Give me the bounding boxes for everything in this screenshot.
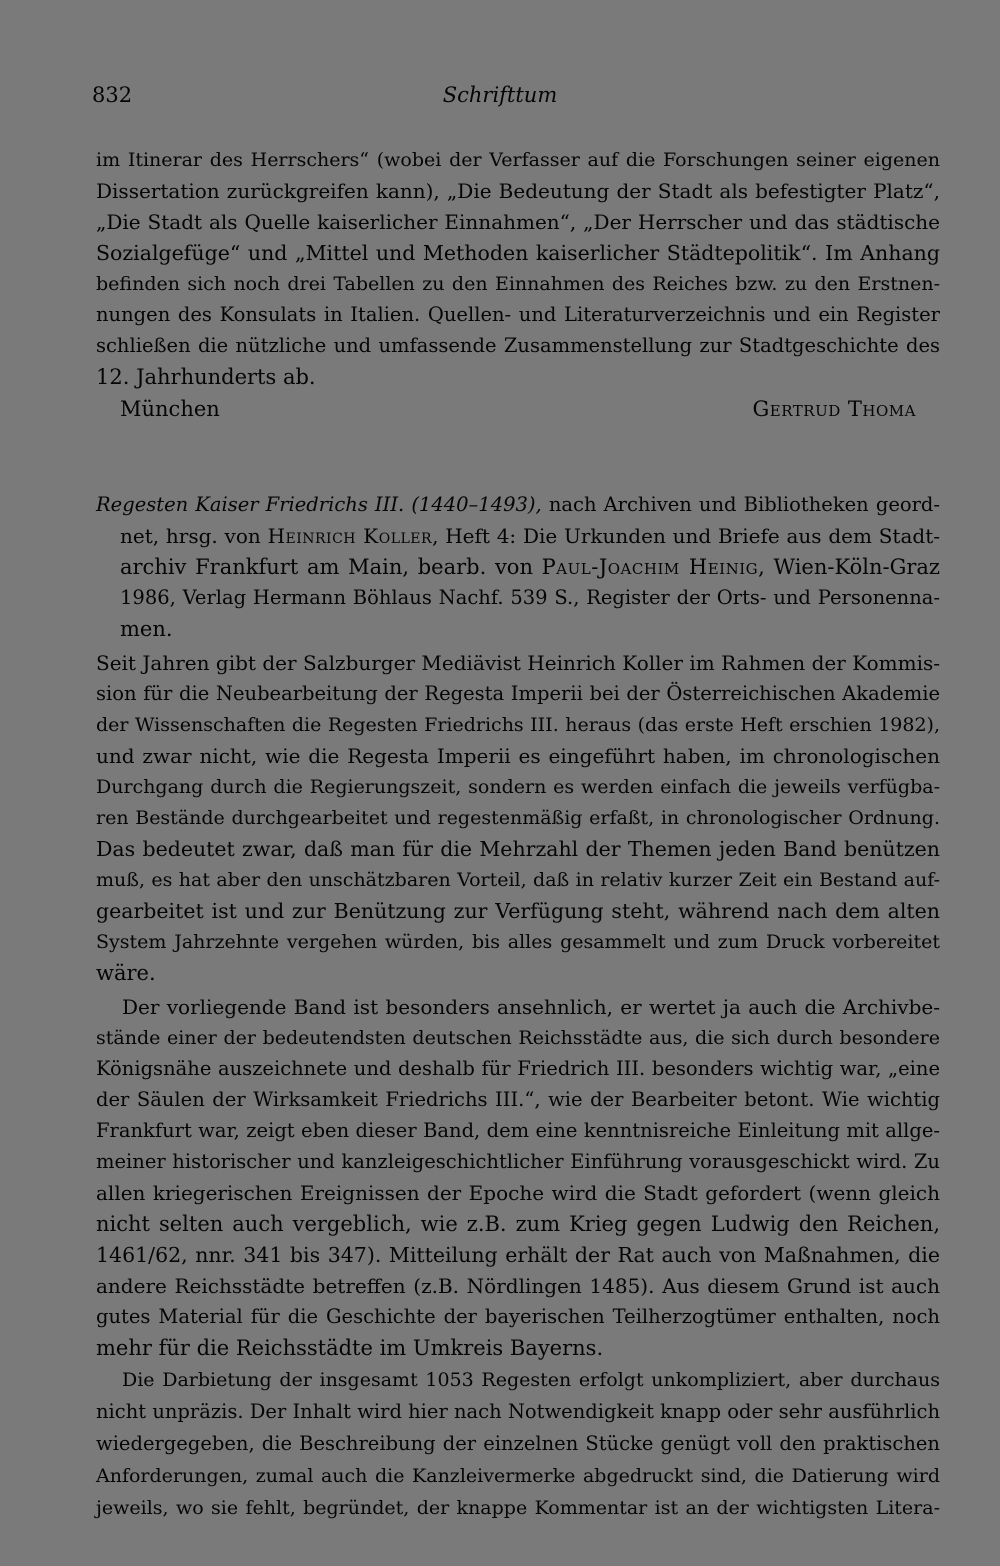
text-line: Die Darbietung der insgesamt 1053 Regesten erfolgt unkompliziert, aber durchaus xyxy=(122,1369,940,1391)
text-line: Das bedeutet zwar, daß man für die Mehrzahl der Themen jeden Band benützen xyxy=(96,837,940,861)
text-line: nicht unpräzis. Der Inhalt wird hier nach Notwendigkeit knapp oder sehr ausführlich xyxy=(96,1400,940,1423)
text-line: Dissertation zurückgreifen kann), „Die Bedeutung der Stadt als befestigter Platz“, xyxy=(96,179,940,203)
text-line: allen kriegerischen Ereignissen der Epoche wird die Stadt gefordert (wenn gleich xyxy=(96,1181,940,1205)
text-line: gutes Material für die Geschichte der bayerischen Teilherzogtümer enthalten, noch xyxy=(96,1305,940,1328)
bib-line: 1986, Verlag Hermann Böhlaus Nachf. 539 S., Register der Orts- und Personenna- xyxy=(120,586,940,609)
text-line: muß, es hat aber den unschätzbaren Vorteil, daß in relativ kurzer Zeit ein Bestand auf- xyxy=(96,869,940,891)
bib-title: Regesten Kaiser Friedrichs III. (1440–1493), xyxy=(96,493,542,516)
text-line: sion für die Neubearbeitung der Regesta Imperii bei der Österreichischen Akademie xyxy=(96,682,940,705)
bib-line: Regesten Kaiser Friedrichs III. (1440–1493), nach Archiven und Bibliotheken geord- xyxy=(96,493,940,516)
bib-line: men. xyxy=(120,617,173,641)
text-line: schließen die nützliche und umfassende Zusammenstellung zur Stadtgeschichte des xyxy=(96,334,940,357)
text-line: der Wissenschaften die Regesten Friedrichs III. heraus (das erste Heft erschien 1982), xyxy=(96,714,940,736)
text-line: befinden sich noch drei Tabellen zu den Einnahmen des Reiches bzw. zu den Erstnen- xyxy=(96,273,940,295)
text-line: stände einer der bedeutendsten deutschen Reichsstädte aus, die sich durch besondere xyxy=(96,1027,940,1049)
text-line: System Jahrzehnte vergehen würden, bis alles gesammelt und zum Druck vorbereitet xyxy=(96,931,940,953)
text-line: nungen des Konsulats in Italien. Quellen- und Literaturverzeichnis und ein Register xyxy=(96,303,940,326)
signature-author: Gertrud Thoma xyxy=(752,397,916,421)
text-line: Durchgang durch die Regierungszeit, sondern es werden einfach die jeweils verfügba- xyxy=(96,776,940,798)
running-title: Schrifttum xyxy=(442,83,558,107)
signature-line xyxy=(120,394,916,424)
text-line: wäre. xyxy=(96,961,156,985)
bib-editor: Heinrich Koller xyxy=(267,524,433,548)
text-line: Königsnähe auszeichnete und deshalb für Friedrich III. besonders wichtig war, „eine xyxy=(96,1057,940,1080)
text-line: ren Bestände durchgearbeitet und regestenmäßig erfaßt, in chronologischer Ordnung. xyxy=(96,807,940,829)
text-line: gearbeitet ist und zur Benützung zur Verfügung steht, während nach dem alten xyxy=(96,899,940,923)
text-line: im Itinerar des Herrschers“ (wobei der Verfasser auf die Forschungen seiner eigenen xyxy=(96,149,940,171)
text-line: der Säulen der Wirksamkeit Friedrichs III.“, wie der Bearbeiter betont. Wie wichtig xyxy=(96,1088,940,1111)
page-number: 832 xyxy=(92,83,133,107)
text-line: mehr für die Reichsstädte im Umkreis Bayerns. xyxy=(96,1336,604,1360)
text-line: jeweils, wo sie fehlt, begründet, der knappe Kommentar ist an der wichtigsten Litera- xyxy=(96,1497,940,1519)
bib-compiler: Paul-Joachim Heinig xyxy=(541,555,759,579)
bib-line: archiv Frankfurt am Main, bearb. von Paul-Joachim Heinig, Wien-Köln-Graz xyxy=(120,555,940,579)
text-line: wiedergegeben, die Beschreibung der einzelnen Stücke genügt voll den praktischen xyxy=(96,1432,940,1455)
text-line: und zwar nicht, wie die Regesta Imperii es eingeführt haben, im chronologischen xyxy=(96,744,940,768)
text-line: 12. Jahrhunderts ab. xyxy=(96,365,316,389)
text-line: „Die Stadt als Quelle kaiserlicher Einnahmen“, „Der Herrscher und das städtische xyxy=(96,210,940,234)
text-line: meiner historischer und kanzleigeschichtlicher Einführung vorausgeschickt wird. Zu xyxy=(96,1150,940,1173)
text-line: Frankfurt war, zeigt eben dieser Band, dem eine kenntnisreiche Einleitung mit allge- xyxy=(96,1119,940,1142)
text-line: nicht selten auch vergeblich, wie z.B. zum Krieg gegen Ludwig den Reichen, xyxy=(96,1212,940,1236)
text-line: Sozialgefüge“ und „Mittel und Methoden kaiserlicher Städtepolitik“. Im Anhang xyxy=(96,241,940,265)
text-line: Anforderungen, zumal auch die Kanzleivermerke abgedruckt sind, die Datierung wird xyxy=(96,1465,940,1487)
text-line: Seit Jahren gibt der Salzburger Mediävist Heinrich Koller im Rahmen der Kommis- xyxy=(96,651,940,675)
signature-place: München xyxy=(120,397,220,421)
bib-line: net, hrsg. von Heinrich Koller, Heft 4: Die Urkunden und Briefe aus dem Stadt- xyxy=(120,524,940,548)
text-line: andere Reichsstädte betreffen (z.B. Nördlingen 1485). Aus diesem Grund ist auch xyxy=(96,1274,940,1298)
text-line: Der vorliegende Band ist besonders ansehnlich, er wertet ja auch die Archivbe- xyxy=(122,995,940,1019)
text-line: 1461/62, nnr. 341 bis 347). Mitteilung erhält der Rat auch von Maßnahmen, die xyxy=(96,1243,940,1267)
